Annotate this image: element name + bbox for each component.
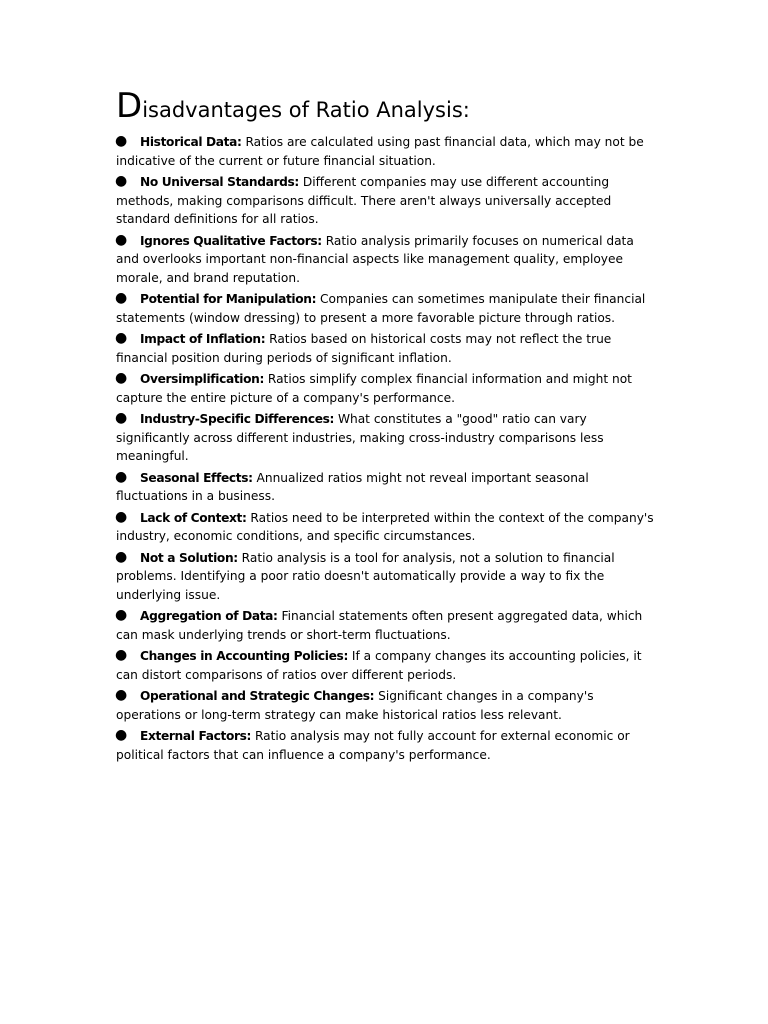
title-initial: D bbox=[116, 86, 143, 126]
list-item bbox=[116, 330, 656, 367]
item-text: Significant changes in a company's operations or long-term strategy can make historical ratios less relevant. bbox=[116, 689, 594, 722]
item-term: No Universal Standards: bbox=[140, 175, 299, 189]
item-text: Ratios are calculated using past financial data, which may not be indicative of the current or future financial situation. bbox=[116, 135, 644, 168]
bullet-icon: ● bbox=[115, 133, 128, 149]
list-item bbox=[116, 549, 656, 605]
list-item bbox=[116, 410, 656, 466]
bullet-icon: ● bbox=[115, 468, 128, 485]
title-rest: isadvantages of Ratio Analysis: bbox=[142, 98, 470, 122]
item-term: Industry-Specific Differences: bbox=[140, 412, 335, 426]
bullet-icon: ● bbox=[115, 330, 128, 346]
item-text: Ratios based on historical costs may not reflect the true financial position during periods of significant inflation. bbox=[116, 332, 612, 365]
item-text: If a company changes its accounting policies, it can distort comparisons of ratios over different periods. bbox=[116, 649, 642, 682]
list-item bbox=[116, 727, 656, 764]
item-text: Ratio analysis is a tool for analysis, not a solution to financial problems. Identifying a poor ratio doesn't automatically provide a way to fix the underlying issue. bbox=[116, 550, 615, 602]
item-text: Ratio analysis may not fully account for external economic or political factors that can influence a company's performance. bbox=[116, 729, 630, 762]
item-term: Operational and Strategic Changes: bbox=[140, 689, 375, 703]
list-item bbox=[116, 509, 656, 546]
list-item bbox=[116, 173, 656, 229]
item-term: Not a Solution: bbox=[140, 550, 238, 565]
item-text: Financial statements often present aggregated data, which can mask underlying trends or short-term fluctuations. bbox=[116, 609, 643, 642]
item-text: Ratio analysis primarily focuses on numerical data and overlooks important non-financial aspects like management quality, employee morale, and brand reputation. bbox=[116, 233, 634, 285]
item-term: Changes in Accounting Policies: bbox=[140, 649, 348, 663]
bullet-icon: ● bbox=[115, 410, 128, 426]
list-item bbox=[116, 607, 656, 644]
list-item bbox=[116, 687, 656, 724]
item-term: Historical Data: bbox=[140, 135, 242, 149]
item-text: Annualized ratios might not reveal important seasonal fluctuations in a business. bbox=[116, 470, 589, 503]
page-title bbox=[116, 86, 656, 130]
item-term: External Factors: bbox=[140, 729, 252, 743]
list-item bbox=[116, 647, 656, 684]
list-item bbox=[116, 133, 656, 170]
bullet-icon: ● bbox=[115, 607, 128, 623]
item-text: What constitutes a "good" ratio can vary significantly across different industries, making cross-industry comparisons less meaningful. bbox=[116, 412, 604, 463]
bullet-icon: ● bbox=[115, 548, 128, 565]
list-item bbox=[116, 469, 656, 506]
list-item bbox=[116, 290, 656, 327]
item-term: Seasonal Effects: bbox=[140, 470, 253, 485]
bullet-icon: ● bbox=[115, 727, 128, 743]
item-term: Oversimplification: bbox=[140, 372, 264, 386]
item-term: Potential for Manipulation: bbox=[140, 292, 317, 306]
item-term: Ignores Qualitative Factors: bbox=[140, 233, 322, 248]
disadvantages-list bbox=[116, 133, 656, 764]
bullet-icon: ● bbox=[115, 647, 128, 663]
document-page bbox=[116, 86, 656, 767]
list-item bbox=[116, 370, 656, 407]
item-term: Lack of Context: bbox=[140, 510, 247, 525]
item-term: Impact of Inflation: bbox=[140, 332, 266, 346]
bullet-icon: ● bbox=[115, 370, 128, 386]
list-item bbox=[116, 232, 656, 288]
bullet-icon: ● bbox=[115, 687, 128, 703]
item-text: Companies can sometimes manipulate their financial statements (window dressing) to present a more favorable picture through ratios. bbox=[116, 292, 646, 325]
bullet-icon: ● bbox=[115, 508, 128, 525]
item-text: Different companies may use different accounting methods, making comparisons difficult. There aren't always universally accepted standard definitions for all ratios. bbox=[116, 175, 612, 226]
bullet-icon: ● bbox=[115, 173, 128, 189]
bullet-icon: ● bbox=[115, 231, 128, 248]
item-text: Ratios need to be interpreted within the context of the company's industry, economic conditions, and specific circumstances. bbox=[116, 510, 654, 543]
item-term: Aggregation of Data: bbox=[140, 609, 278, 623]
item-text: Ratios simplify complex financial information and might not capture the entire picture of a company's performance. bbox=[116, 372, 632, 405]
bullet-icon: ● bbox=[115, 290, 128, 306]
